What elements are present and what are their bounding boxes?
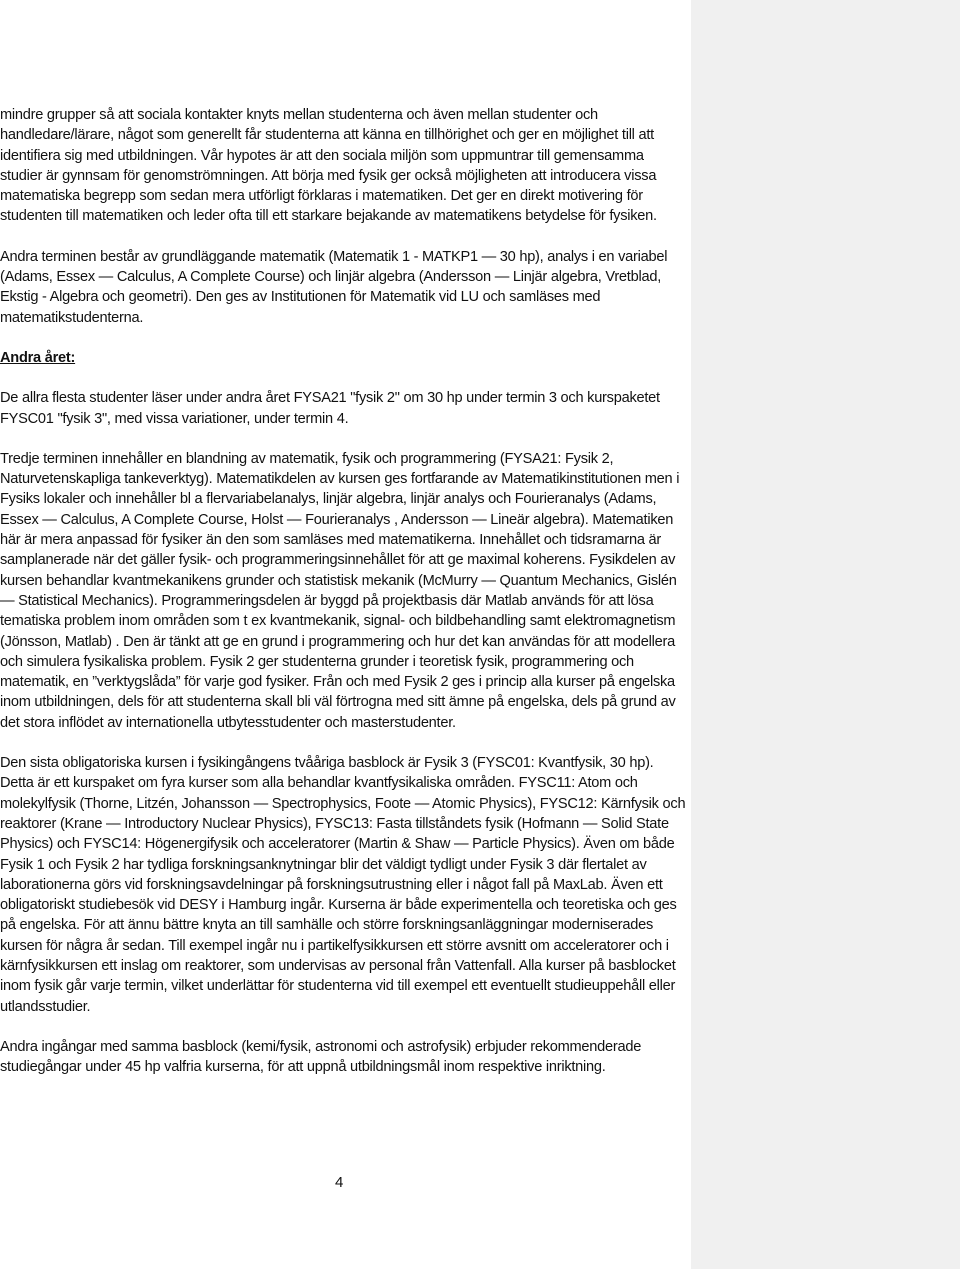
section-heading-second-year: Andra året: (0, 349, 76, 366)
paragraph-second-term: Andra terminen består av grundläggande matematik (Matematik 1 - MATKP1 — 30 hp), analys i en variabel (Adams, Essex — Calculus, A Complete Course) och linjär algebra (Andersson — Linjär algebra, Vretblad, Ekstig - Algebra och geometri). Den ges av Institutionen för Matematik vid LU och samläses med matematikstudenterna. (0, 248, 668, 326)
paragraph-fourth-term: Den sista obligatoriska kursen i fysikingångens tvååriga basblock är Fysik 3 (FYSC01: Kvantfysik, 30 hp). Detta är ett kurspaket om fyra kurser som alla behandlar kvantfysikaliska områden. FYSC11: Atom och molekylfysik (Thorne, Litzén, Johansson — Spectrophysics, Foote — Atomic Physics), FYSC12: Kärnfysik och reaktorer (Krane — Introductory Nuclear Physics), FYSC13: Fasta tillståndets fysik (Hofmann — Solid State Physics) och FYSC14: Högenergifysik och acceleratorer (Martin & Shaw — Particle Physics). Även om både Fysik 1 och Fysik 2 har tydliga forskningsanknytningar blir det väldigt tydligt under Fysik 3 där flertalet av laborationerna görs vid forskningsavdelningar på forskningsutrustning eller i något fall på MaxLab. Även ett obligatoriskt studiebesök vid DESY i Hamburg ingår. Kurserna är både experimentella och teoretiska och ges på engelska. För att ännu bättre knyta an till samhälle och större forskningsanläggningar moderniserades kursen för några år sedan. Till exempel ingår nu i partikelfysikkursen ett större avsnitt om acceleratorer och i kärnfysikkursen ett inslag om reaktorer, som undervisas av personal från Vattenfall. Alla kurser på basblocket inom fysik går varje termin, vilket underlättar för studenterna vid till exempel ett eventuellt studieuppehåll eller utlandsstudier. (0, 755, 686, 1015)
text-column (0, 105, 688, 1077)
comment-margin (691, 0, 960, 1269)
paragraph-other-entries: Andra ingångar med samma basblock (kemi/fysik, astronomi och astrofysik) erbjuder rekommenderade studiegångar under 45 hp valfria kurserna, för att uppnå utbildningsmål inom respektive inriktning. (0, 1038, 642, 1076)
paragraph-third-term: Tredje terminen innehåller en blandning av matematik, fysik och programmering (FYSA21: Fysik 2, Naturvetenskapliga tankeverktyg). Matematikdelen av kursen ges fortfarande av Matematikinstitutionen men i Fysiks lokaler och innehåller bl a flervariabelanalys, linjär algebra, linjär analys och Fourieranalys (Adams, Essex — Calculus, A Complete Course, Holst — Fourieranalys , Andersson — Lineär algebra). Matematiken här är mera anpassad för fysiker än den som samläses med matematikerna. Innehållet och tidsramarna är samplanerade när det gäller fysik- och programmeringsinnehållet för att ge maximal koherens. Fysikdelen av kursen behandlar kvantmekanikens grunder och statistisk mekanik (McMurry — Quantum Mechanics, Gislén — Statistical Mechanics). Programmeringsdelen är byggd på projektbasis där Matlab används för att lösa tematiska problem inom områden som t ex kvantmekanik, signal- och bildbehandling samt elektromagnetism (Jönsson, Matlab) . Den är tänkt att ge en grund i programmering och hur det kan användas för att modellera och simulera fysikaliska problem. Fysik 2 ger studenterna grunder i teoretisk fysik, programmering och matematik, en ”verktygslåda” för varje god fysiker. Från och med Fysik 2 ges i princip alla kurser på engelska inom utbildningen, dels för att studenterna skall bli väl förtrogna med sitt ämne på engelska, dels på grund av det stora inflödet av internationella utbytesstudenter och masterstudenter. (0, 450, 680, 731)
paragraph-second-year-overview: De allra flesta studenter läser under andra året FYSA21 "fysik 2" om 30 hp under termin 3 och kurspaketet FYSC01 "fysik 3", med vissa variationer, under termin 4. (0, 390, 660, 427)
page-number: 4 (335, 1174, 344, 1191)
paragraph-intro-continued: mindre grupper så att sociala kontakter knyts mellan studenterna och även mellan studenter och handledare/lärare, något som generellt får studenterna att känna en tillhörighet och ger en möjlighet till att identifiera sig med utbildningen. Vår hypotes är att den sociala miljön som uppmuntrar till gemensamma studier är gynnsam för genomströmningen. Att börja med fysik ger också möjligheten att introducera vissa matematiska begrepp som sedan mera utförligt förklaras i matematiken. Det ger en direkt motivering för studenten till matematiken och leder ofta till ett starkare bejakande av matematikens betydelse för fysiken. (0, 107, 657, 225)
